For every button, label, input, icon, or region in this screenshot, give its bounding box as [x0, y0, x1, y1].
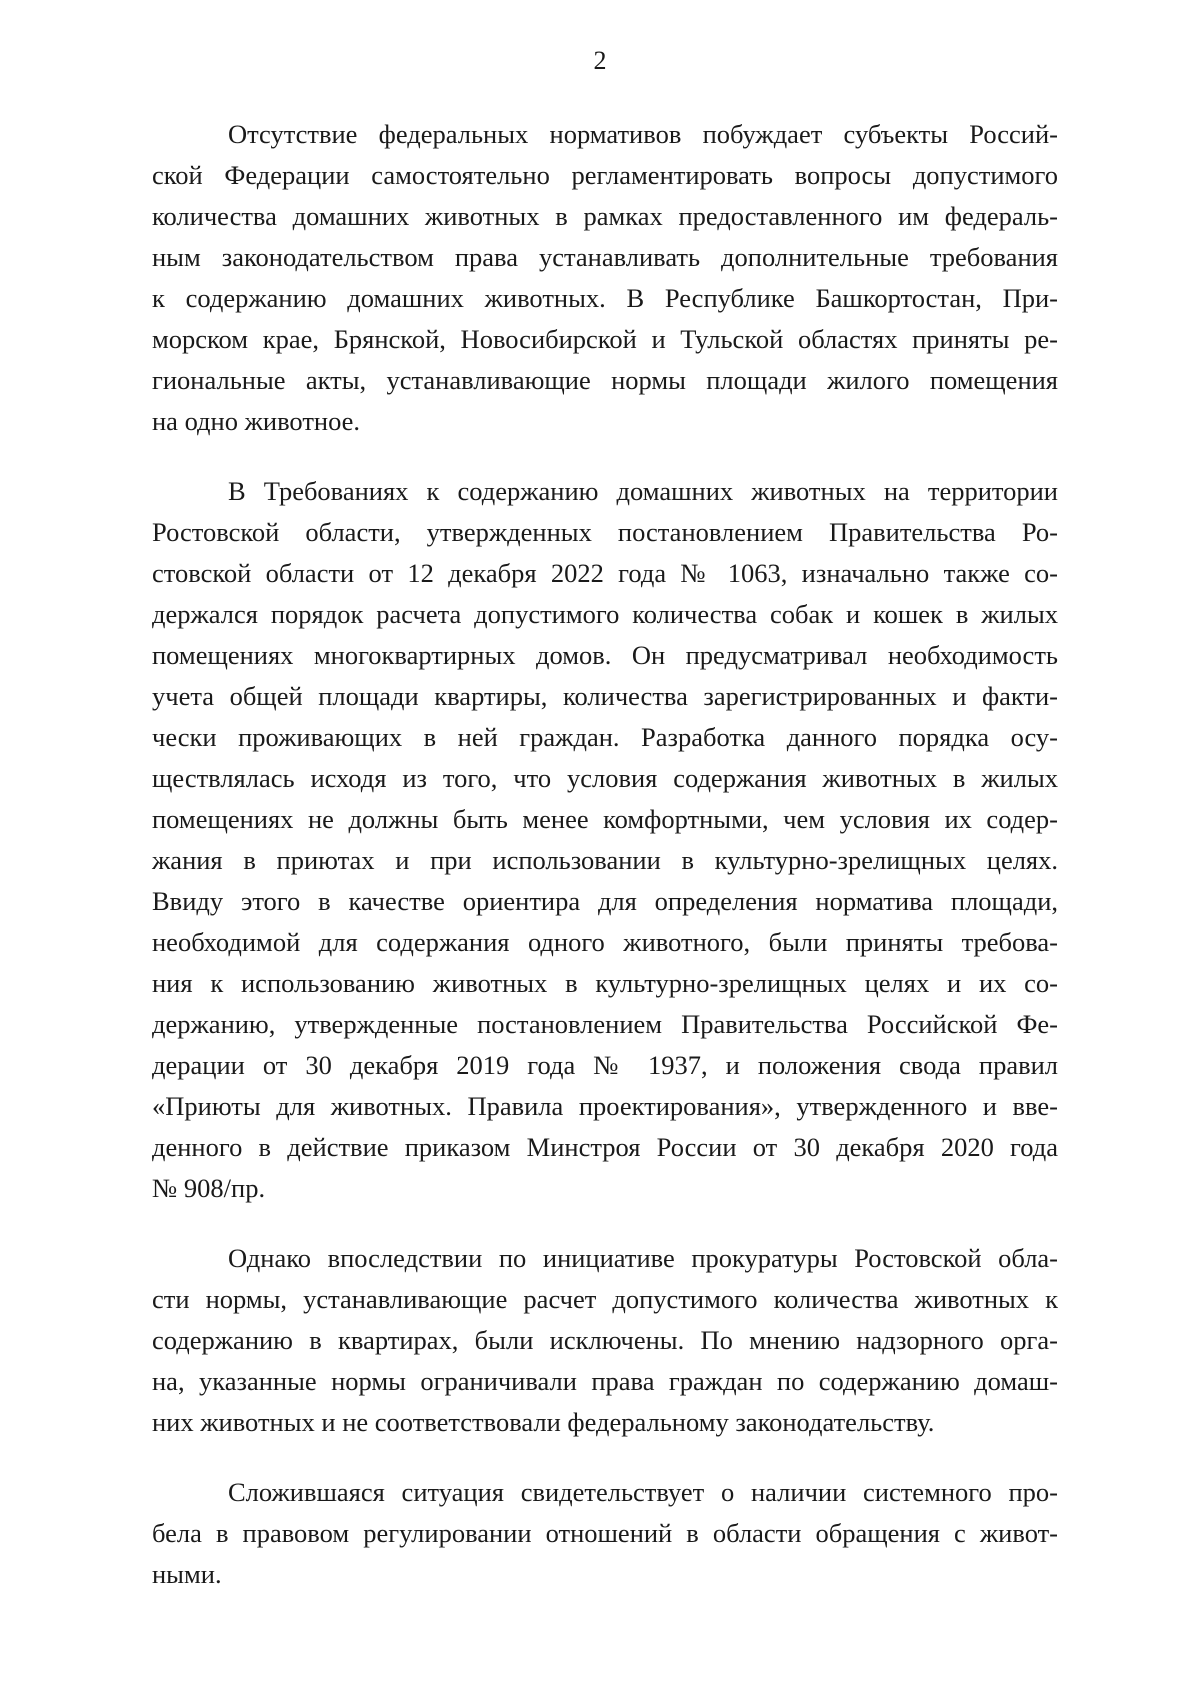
text-line: держанию, утвержденные постановлением Правительства Российской Фе-	[152, 1009, 1058, 1039]
text-line: гиональные акты, устанавливающие нормы площади жилого помещения	[152, 365, 1058, 395]
text-line: содержанию в квартирах, были исключены. По мнению надзорного орга-	[152, 1325, 1058, 1355]
text-line: жания в приютах и при использовании в культурно-зрелищных целях.	[152, 845, 1058, 875]
text-line: необходимой для содержания одного животного, были приняты требова-	[152, 927, 1058, 957]
text-line: Отсутствие федеральных нормативов побуждает субъекты Россий-	[228, 119, 1058, 149]
text-line: № 908/пр.	[152, 1173, 266, 1203]
text-line: стовской области от 12 декабря 2022 года № 1063, изначально также со-	[152, 558, 1058, 588]
text-line: учета общей площади квартиры, количества зарегистрированных и факти-	[152, 681, 1058, 711]
text-line: них животных и не соответствовали федеральному законодательству.	[152, 1407, 935, 1437]
text-line: помещениях не должны быть менее комфортными, чем условия их содер-	[152, 804, 1058, 834]
text-line: денного в действие приказом Минстроя России от 30 декабря 2020 года	[152, 1132, 1058, 1162]
text-line: помещениях многоквартирных домов. Он предусматривал необходимость	[152, 640, 1058, 670]
text-line: Сложившаяся ситуация свидетельствует о наличии системного про-	[228, 1477, 1058, 1507]
text-line: ской Федерации самостоятельно регламентировать вопросы допустимого	[152, 160, 1058, 190]
text-line: Ростовской области, утвержденных постановлением Правительства Ро-	[152, 517, 1058, 547]
paragraph	[152, 1472, 1058, 1595]
text-line: ществлялась исходя из того, что условия содержания животных в жилых	[152, 763, 1058, 793]
text-line: к содержанию домашних животных. В Республике Башкортостан, При-	[152, 283, 1058, 313]
text-line: бела в правовом регулировании отношений в области обращения с живот-	[152, 1518, 1058, 1548]
text-line: В Требованиях к содержанию домашних животных на территории	[228, 476, 1058, 506]
text-line: держался порядок расчета допустимого количества собак и кошек в жилых	[152, 599, 1058, 629]
text-line: количества домашних животных в рамках предоставленного им федераль-	[152, 201, 1058, 231]
paragraph	[152, 1238, 1058, 1443]
text-line: чески проживающих в ней граждан. Разработка данного порядка осу-	[152, 722, 1058, 752]
text-line: Ввиду этого в качестве ориентира для определения норматива площади,	[152, 886, 1058, 916]
page-number: 2	[593, 46, 607, 75]
text-line: ния к использованию животных в культурно-зрелищных целях и их со-	[152, 968, 1058, 998]
text-line: «Приюты для животных. Правила проектирования», утвержденного и вве-	[152, 1091, 1058, 1121]
text-line: на одно животное.	[152, 406, 361, 436]
document-body	[152, 114, 1058, 1624]
text-line: ным законодательством права устанавливать дополнительные требования	[152, 242, 1058, 272]
text-line: сти нормы, устанавливающие расчет допустимого количества животных к	[152, 1284, 1058, 1314]
paragraph	[152, 114, 1058, 442]
text-line: Однако впоследствии по инициативе прокуратуры Ростовской обла-	[228, 1243, 1058, 1273]
text-line: дерации от 30 декабря 2019 года № 1937, и положения свода правил	[152, 1050, 1058, 1080]
paragraph	[152, 471, 1058, 1209]
text-line: на, указанные нормы ограничивали права граждан по содержанию домаш-	[152, 1366, 1058, 1396]
text-line: ными.	[152, 1559, 222, 1589]
text-line: морском крае, Брянской, Новосибирской и Тульской областях приняты ре-	[152, 324, 1058, 354]
